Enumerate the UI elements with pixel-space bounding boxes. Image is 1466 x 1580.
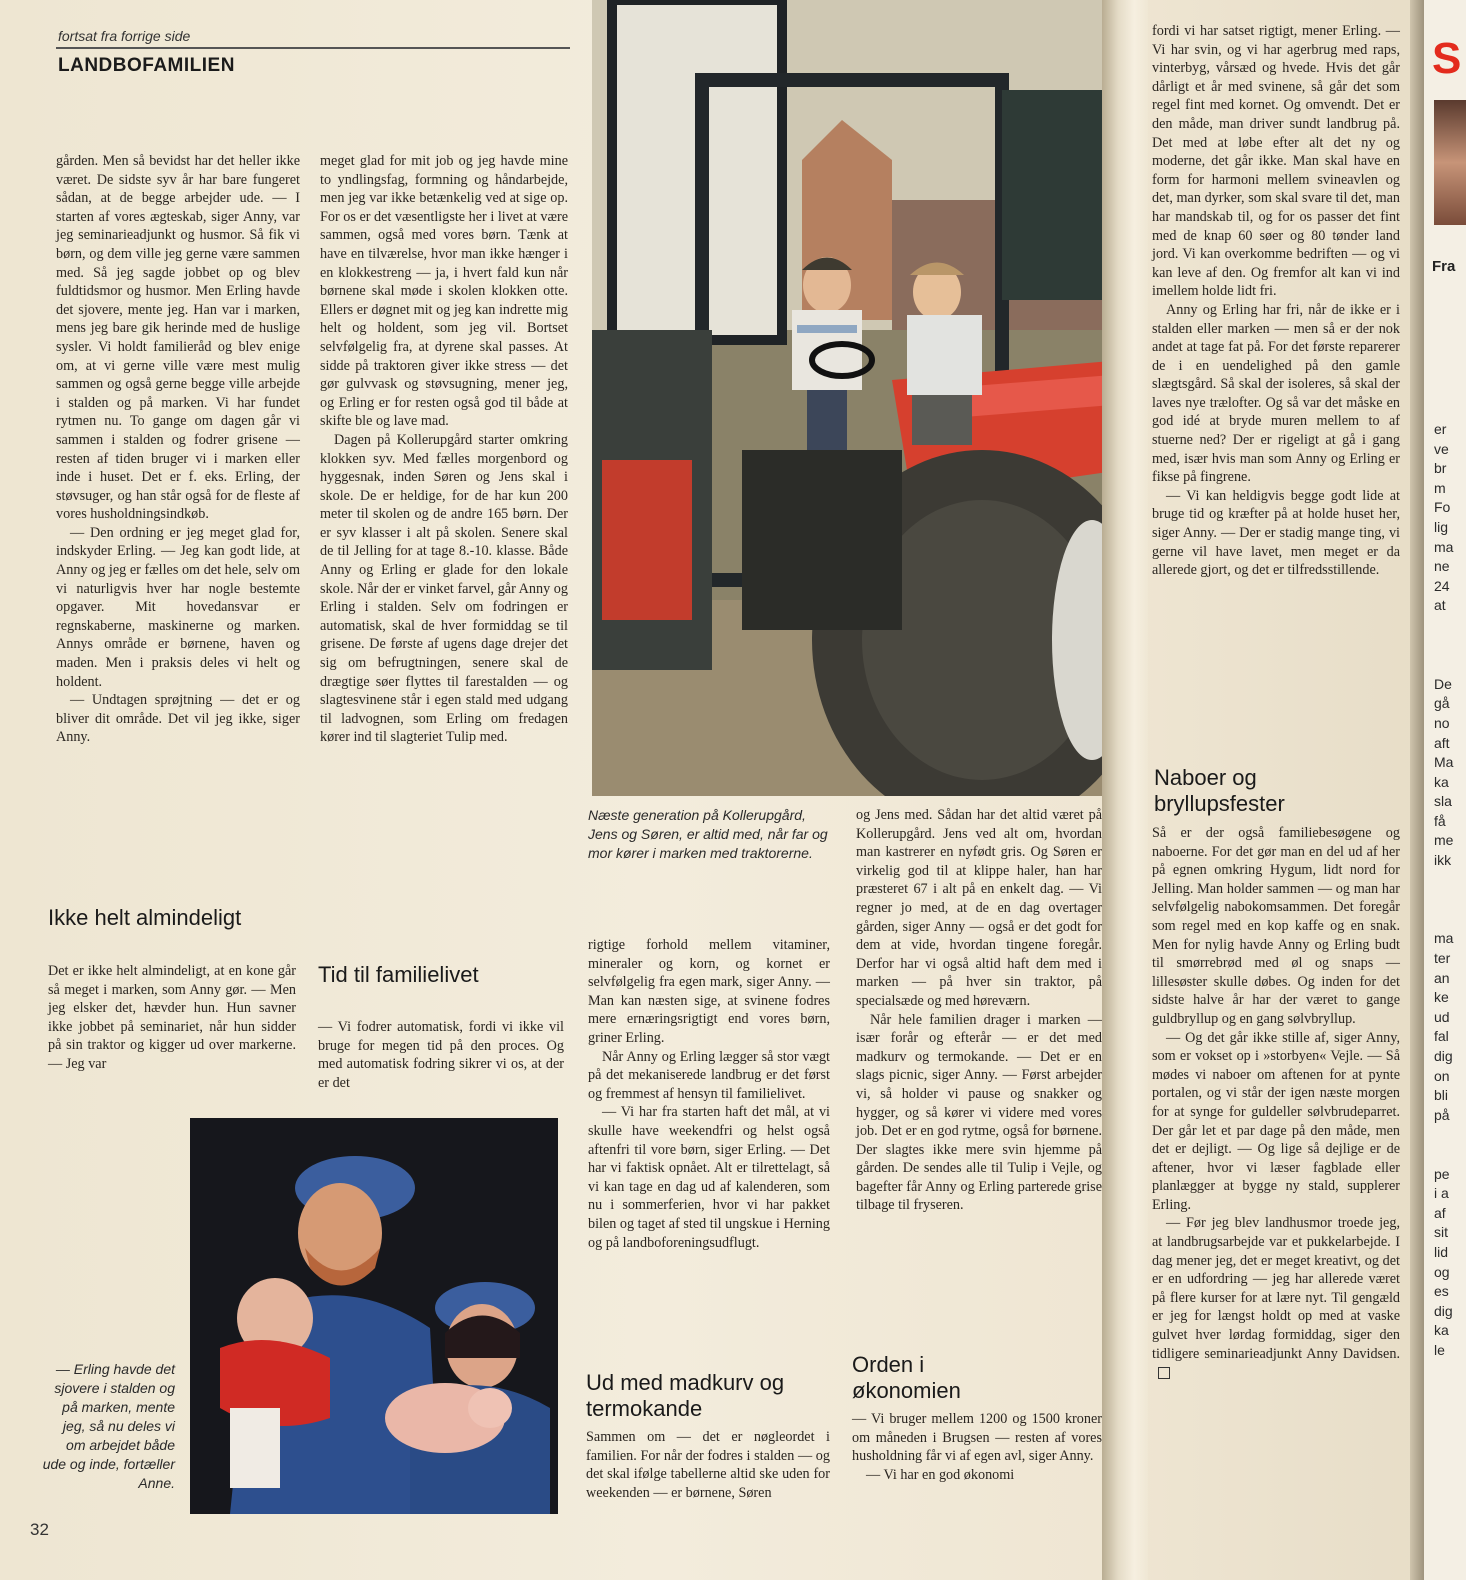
column-1 bbox=[56, 152, 300, 747]
next-page-line-fragment: ikk bbox=[1434, 852, 1452, 869]
next-page-line-fragment: no bbox=[1434, 714, 1450, 731]
next-page-line-fragment: Ma bbox=[1434, 754, 1454, 771]
next-page-line-fragment: ka bbox=[1434, 773, 1449, 790]
paragraph: og Jens med. Sådan har det altid været på Kollerupgård. Jens ved alt om, hvordan man kastrerer en nyfødt gris. Og Søren er virkelig god til at klippe haler, han har præsteret 67 i alt på en enkelt dag. — Vi regner jo med, at de en dag overtager gården, siger Anny — også er det godt for dem at vide, hvordan tingene foregår. Derfor har vi også altid haft dem med i marken — på hver sin traktor, på specialsæde og med høreværn. bbox=[856, 807, 1102, 1009]
next-page-line-fragment: fal bbox=[1434, 1028, 1449, 1045]
page-number: 32 bbox=[30, 1520, 49, 1539]
paragraph: — Vi fodrer automatisk, fordi vi ikke vil bruge for megen tid på den proces. Og med automatisk fodring sikrer vi os, at der er det bbox=[318, 1019, 564, 1091]
paragraph: Så er der også familiebesøgene og naboerne. For det gør man en del ud af her på egnen omkring Hygum, lidt nord for Jelling. Man holder sammen — og man har selvfølgelig nabokomsammen. Det foregår som regel med en kop kaffe og en snak. Men for nylig havde Anny og Erling budt til smørrebrød med øl og snaps — lillesøster skulle døbes. Og inden for det sidste halve år har der været to gange guldbryllup og en gang sølvbryllup. bbox=[1152, 825, 1400, 1027]
paragraph: gården. Men så bevidst har det heller ikke været. De sidste syv år har bare fungeret sådan, at de begge arbejder ude. — I starten af vores ægteskab, siger Anny, var jeg seminarieadjunkt og husmor. Så fik vi børn, og dem ville jeg gerne være sammen med. Så jeg sagde jobbet op og blev fuldtidsmor og husmor. Men Erling havde det sjovere, mente jeg. Han var i marken, mens jeg bare gik herinde med de huslige sysler. Vi holdt familieråd og blev enige om, at vi gerne ville være mest mulig sammen og også gerne begge ville arbejde i stalden og på marken. Vi har fundet rytmen nu. To gange om dagen går vi sammen i stalden og fodrer grisene — resten af tiden bruger vi i marken eller inde i huset. Det er f. eks. Erling, der støvsuger, og han står også for de fleste af vores husholdningsindkøb. bbox=[56, 153, 300, 523]
next-page-line-fragment: dig bbox=[1434, 1048, 1453, 1064]
next-page-line-fragment: ter bbox=[1434, 950, 1451, 967]
paragraph: fordi vi har satset rigtigt, mener Erling. — Vi har svin, og vi har agerbrug med raps, vinterbyg, vårsæd og hvede. Hvis det går dårligt et år med svinene, så går det som regel fint med kornet. Og omvendt. Det er den måde, man driver sundt landbrug på. Det med at løbe efter alt det ny og moderne, det går ikke. Man skal have en form for harmoni mellem svineavlen og det, man dyrker, som skal svare til det, man har mandskab til, og for os passer det fint med de knap 60 søer og 80 tønder land jord. Vi kan overkomme bedriften — og vi kan leve af den. Og fremfor alt kan vi ind imellem holde lidt fri. bbox=[1152, 23, 1400, 300]
column-1-after bbox=[48, 962, 296, 1074]
next-page-line-fragment: ud bbox=[1434, 1008, 1450, 1025]
paragraph: — Vi har en god økonomi bbox=[866, 1466, 1015, 1483]
continued-kicker: fortsat fra forrige side bbox=[58, 28, 191, 44]
subheading-ud-med-madkurv: Ud med madkurv og termokande bbox=[586, 1370, 785, 1421]
paragraph: Anny og Erling har fri, når de ikke er i stalden eller marken — men så er der nok andet at tage fat på. For det første reparerer de i en uendelighed på den gamle slægtsgård. Så skal der isoleres, så skal der laves nye trælofter. Og så var det måske en god idé at bryde muren mellem to af stuerne ned? Der er rigeligt at gå i gang med, især hvis man som Anny og Erling er fikse på fingrene. bbox=[1152, 301, 1400, 486]
next-page-line-fragment bbox=[1434, 636, 1466, 656]
next-page-line-fragment: lig bbox=[1434, 518, 1449, 535]
next-page-line-fragment: br bbox=[1434, 460, 1447, 477]
next-page-line-fragment: sla bbox=[1434, 793, 1452, 810]
column-2-after bbox=[318, 1018, 564, 1092]
next-page-line-fragment: dig bbox=[1434, 1302, 1453, 1319]
next-page-line-fragment: ke bbox=[1434, 989, 1449, 1006]
column-4-after bbox=[852, 1410, 1102, 1484]
paragraph: — Undtagen sprøjtning — det er og bliver dit område. Det vil jeg ikke, siger Anny. bbox=[56, 692, 300, 746]
column-4 bbox=[856, 806, 1102, 1215]
paragraph: meget glad for mit job og jeg havde mine to yndlingsfag, formning og håndarbejde, men jeg var ikke betænkelig ved at sige op. For os er det væsentligste her i livet at være sammen, også med vores børn. Tænk at have en tilværelse, hvor man ikke hænger i en klokkestreng — ja, i hvert fald kun når børnene skal møde i skolen klokken otte. Ellers er døgnet mit og jeg kan indrette mig helt og holdent, som jeg vil. Bortset selvfølgelig fra, at dyrene skal passes. At sidde på traktoren giver ikke stress — det gør gulvvask og støvsugning, mener jeg, og Erling er for resten også god til både at skifte ble og lave mad. bbox=[320, 153, 568, 430]
caption-tractor: Næste generation på Kollerupgård, Jens og Søren, er altid med, når far og mor kører i marken med traktorerne. bbox=[588, 807, 828, 861]
next-page-line-fragment bbox=[1434, 1145, 1466, 1165]
end-mark-icon bbox=[1158, 1367, 1170, 1379]
next-page-line-fragment: er bbox=[1434, 421, 1447, 437]
photo-family bbox=[190, 1118, 558, 1514]
next-page-line-fragment: pe bbox=[1434, 1165, 1450, 1182]
next-page-line-fragment: m bbox=[1434, 479, 1446, 496]
subheading-naboer: Naboer og bryllupsfester bbox=[1154, 765, 1285, 816]
page-gutter bbox=[1102, 0, 1148, 1580]
tractor-illustration bbox=[592, 0, 1122, 796]
next-page-line-fragment: gå bbox=[1434, 695, 1450, 712]
paragraph: — Og det går ikke stille af, siger Anny, som er vokset op i »storbyen« Vejle. — Så mødes vi naboer om aftenen for at pynte portalen, og vi står der igen næste morgen for at synge for guldeller sølvbrudeparret. Der går let et par dage på den måde, men det er dejligt. — Og lige så dejlige er de aftener, hvor vi læser fagblade eller planlægger at bygge ny stald, supplerer Erling. bbox=[1152, 1029, 1400, 1213]
next-page-line-fragment bbox=[1434, 871, 1466, 891]
next-page-fragment bbox=[1424, 0, 1466, 1580]
next-page-line-fragment: ma bbox=[1434, 538, 1454, 555]
subheading-orden-i-okonomien: Orden i økonomien bbox=[852, 1352, 961, 1403]
paragraph: Det er ikke helt almindeligt, at en kone går så meget i marken, som Anny gør. — Men jeg elsker det, hævder hun. Hun savner ikke jobbet på seminariet, når hun sidder på sin traktor og kigger ud over markerne. — Jeg var bbox=[48, 963, 296, 1072]
next-page-line-fragment: at bbox=[1434, 597, 1446, 614]
next-page-line-fragment: on bbox=[1434, 1067, 1450, 1084]
next-page-line-fragment: De bbox=[1434, 675, 1452, 692]
next-page-line-fragment: lid bbox=[1434, 1243, 1449, 1260]
next-page-line-fragment: ve bbox=[1434, 440, 1449, 457]
next-page-line-fragment bbox=[1434, 616, 1466, 636]
paragraph: Dagen på Kollerupgård starter omkring klokken syv. Med fælles morgenbord og hyggesnak, inden Søren og Jens skal i skole. De er heldige, for de har kun 200 meter til skolen og de andre 165 børn. Der er syv klasser i alt på skolen. Senere skal de til Jelling for at tage 8.-10. klasse. Både Anny og Erling er glade for den lokale skole. Når der er vinket farvel, går Anny og Erling i stalden. Selv om fodringen er automatisk, skal de hver formiddag se til grisene. De første af ugens dage drejer det sig om befrugtningen, senere skal de drægtige søer flyttes til farestalden — og slagtesvinene står i egen stald med udgang til ladvognen, som Erling om fredagen kører ind til slagteriet Tulip med. bbox=[320, 431, 568, 746]
subheading-tid-til-familielivet: Tid til familielivet bbox=[318, 962, 479, 987]
subheading-ikke-helt: Ikke helt almindeligt bbox=[48, 905, 242, 930]
paragraph: — Den ordning er jeg meget glad for, indskyder Erling. — Jeg kan godt lide, at Anny og jeg er fælles om det hele, selv om vi naturligvis hver har nogle bestemte opgaver. Mit hovedansvar er regnskaberne, maskinerne og marken. Annys område er børnene, haven og maden. Men i praksis deles vi helt og holdent. bbox=[56, 524, 300, 690]
next-page-line-fragment: bli bbox=[1434, 1087, 1449, 1104]
column-2 bbox=[320, 152, 568, 747]
next-page-line-fragment: ne bbox=[1434, 558, 1450, 575]
paragraph: Når Anny og Erling lægger så stor vægt på det mekaniserede landbrug er det først og fremmest af hensyn til familielivet. bbox=[588, 1048, 830, 1102]
next-page-line-fragment: og bbox=[1434, 1263, 1450, 1280]
next-page-line-fragment: sit bbox=[1434, 1224, 1448, 1241]
column-3-after bbox=[586, 1428, 830, 1502]
next-page-line-fragment: 24 bbox=[1434, 577, 1450, 594]
page-edge bbox=[1410, 0, 1424, 1580]
section-title: LANDBOFAMILIEN bbox=[58, 55, 235, 76]
column-3 bbox=[588, 936, 830, 1252]
paragraph: — Vi bruger mellem 1200 og 1500 kroner om måneden i Brugsen — resten af vores husholdning får vi af egen avl, siger Anny. bbox=[852, 1411, 1102, 1465]
next-page-line-fragment: ka bbox=[1434, 1322, 1449, 1339]
paragraph: — Vi har fra starten haft det mål, at vi skulle have weekendfri og helst også aftenfri til vore børn, siger Erling. — Det har vi faktisk opnået. Alt er tilrettelagt, så vi kan tage en dag ud af kalenderen, som nu i sommerferien, hvor vi har pakket bilen og taget af sted til ungskue i Herning og på landboforeningsudflugt. bbox=[588, 1104, 830, 1251]
next-page-line-fragment: i a bbox=[1434, 1185, 1449, 1202]
next-page-photo bbox=[1434, 100, 1466, 225]
column-5-after bbox=[1152, 824, 1400, 1382]
paragraph: — Vi kan heldigvis begge godt lide at bruge tid og kræfter på at holde huset her, siger Anny. — Der er stadig mange ting, vi gerne vil have lavet, men meget er da allerede gjort, og det er tilfredsstillende. bbox=[1152, 487, 1400, 579]
next-page-line-fragment bbox=[1434, 1125, 1466, 1145]
paragraph: Når hele familien drager i marken — især forår og efterår — er det med madkurv og termokande. — Det er en slags picnic, siger Anny. — Først arbejder vi, så holder vi pause og snakker og hygger, og så kører vi videre med vores job. Det er en god rytme, også for børnene. Der slagtes ikke mere svin hjemme på gården. De sendes alle til Tulip i Vejle, og bagefter får Anny og Erling parterede grise tilbage til fryseren. bbox=[856, 1011, 1102, 1214]
next-page-line-fragment: Fo bbox=[1434, 499, 1451, 516]
next-page-line-fragment: aft bbox=[1434, 734, 1450, 751]
paragraph: rigtige forhold mellem vitaminer, mineraler og korn, og kornet er selvfølgelig fra egen mark, siger Anny. — Man kan næsten sige, at svinene fodres mere ernæringsrigtigt end vores børn, griner Erling. bbox=[588, 937, 830, 1046]
paragraph: Sammen om — det er nøgleordet i familien. For når der fodres i stalden — og det skal ifølge tabellerne altid ske uden for weekenden — er børnene, Søren bbox=[586, 1429, 830, 1501]
paragraph bbox=[1152, 1214, 1400, 1381]
next-page-line-fragment: le bbox=[1434, 1341, 1445, 1358]
next-page-title-fragment: S bbox=[1432, 34, 1462, 83]
next-page-line-fragment: ma bbox=[1434, 930, 1454, 947]
next-page-line-fragment: es bbox=[1434, 1283, 1449, 1300]
next-page-line-fragment: an bbox=[1434, 969, 1450, 986]
next-page-line-fragment: få bbox=[1434, 812, 1446, 829]
next-page-line-fragment bbox=[1434, 655, 1466, 675]
next-page-line-fragment: af bbox=[1434, 1204, 1446, 1221]
next-page-line-fragment: me bbox=[1434, 832, 1454, 849]
next-page-line-fragment bbox=[1434, 890, 1466, 910]
next-page-line-fragment bbox=[1434, 910, 1466, 930]
header-rule bbox=[56, 47, 570, 49]
paragraph-text: — Før jeg blev landhusmor troede jeg, at landbrugsarbejde var et pukkelarbejde. I dag mener jeg, det er meget kreativt, og det er en udfordring — jeg har allerede været på flere kurser for at lære nyt. Til gengæld er jeg for længst holdt op med at vaske gulvet hver lørdag formiddag, siger den tidligere seminarieadjunkt Anny Davidsen. bbox=[1152, 1215, 1400, 1362]
next-page-line-fragment: på bbox=[1434, 1106, 1450, 1123]
photo-tractor-boys bbox=[592, 0, 1122, 796]
column-5 bbox=[1152, 22, 1400, 580]
next-page-lines bbox=[1434, 420, 1466, 1361]
family-illustration bbox=[190, 1118, 558, 1514]
caption-family: — Erling havde det sjovere i stalden og på marken, mente jeg, så nu deles vi om arbejdet både ude og inde, fortæller Anne. bbox=[42, 1361, 175, 1491]
next-page-label-fragment: Fra bbox=[1432, 258, 1456, 275]
